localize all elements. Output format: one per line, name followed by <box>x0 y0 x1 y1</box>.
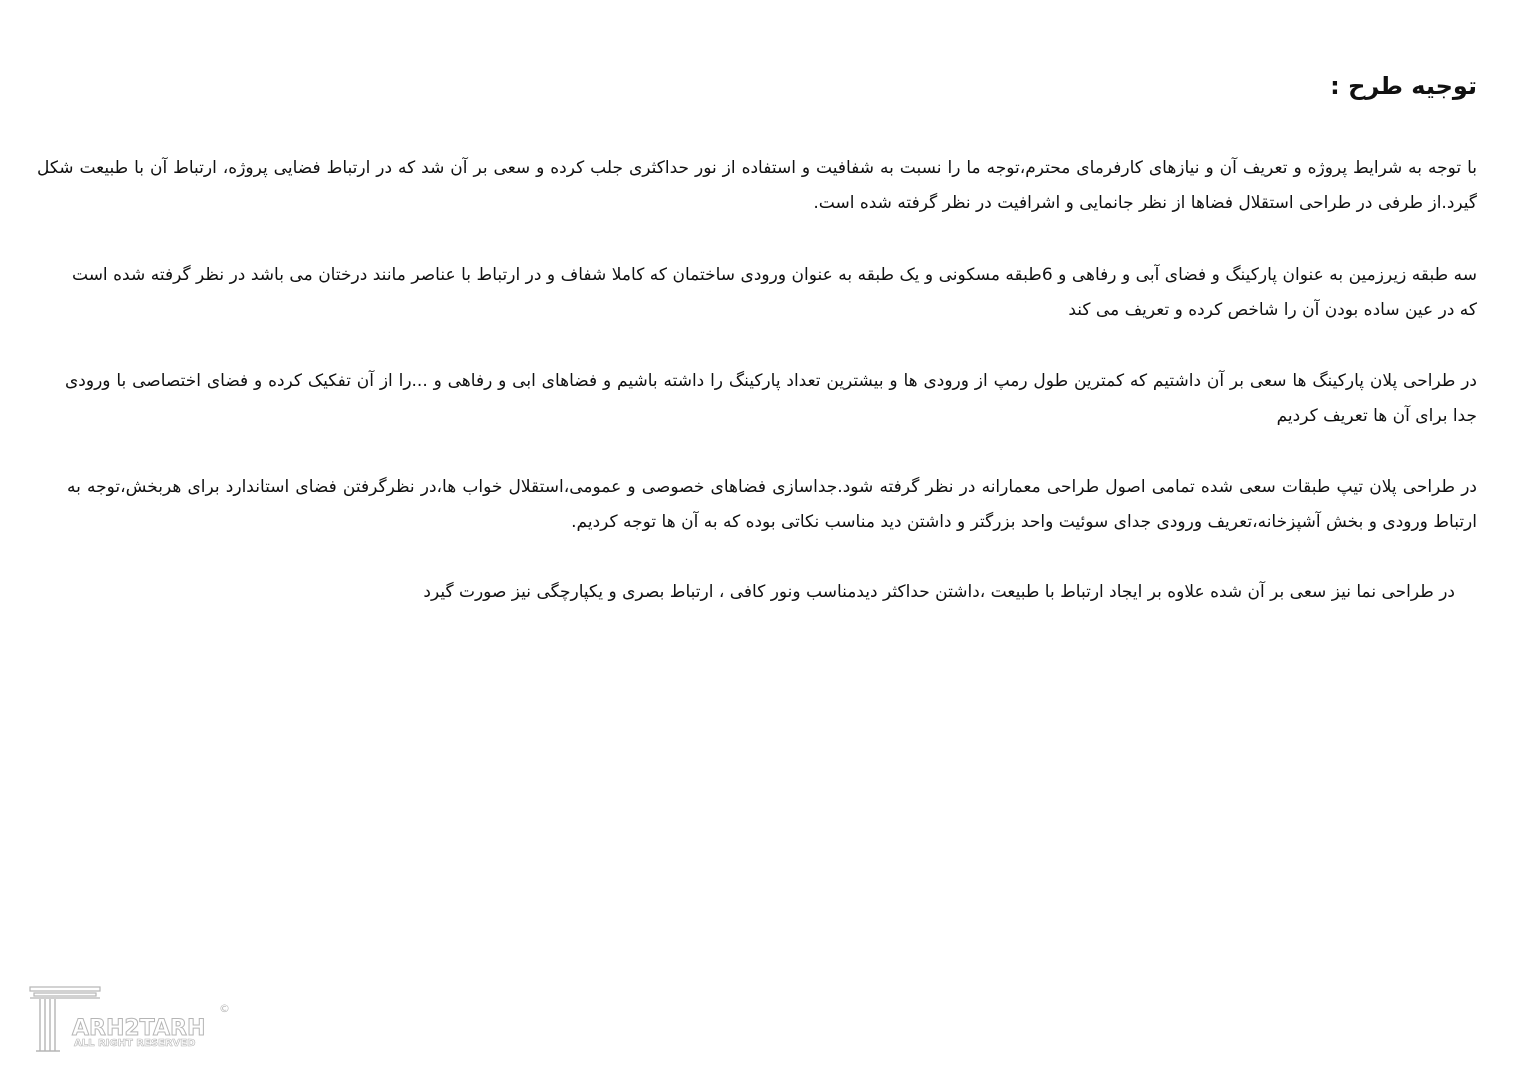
paragraph-1: با توجه به شرایط پروژه و تعریف آن و نیازهای کارفرمای محترم،توجه ما را نسبت به شفافیت و استفاده از نور حداکثری جلب کرده و سعی بر آن شد که در ارتباط فضایی پروژه، ارتباط آن با طبیعت شکل گیرد.از طرفی در طراحی استقلال فضاها از نظر جانمایی و اشرافیت در نظر گرفته شده است. <box>37 158 1477 213</box>
paragraph-5: در طراحی نما نیز سعی بر آن شده علاوه بر ایجاد ارتباط با طبیعت ،داشتن حداکثر دیدمناسب ونور کافی ، ارتباط بصری و یکپارچگی نیز صورت گیرد <box>423 582 1455 602</box>
paragraph-4: در طراحی پلان تیپ طبقات سعی شده تمامی اصول طراحی معمارانه در نظر گرفته شود.جداسازی فضاهای خصوصی و عمومی،استقلال خواب ها،در نظرگرفتن فضای استاندارد برای هربخش،توجه به ارتباط ورودی و بخش آشپزخانه،تعریف ورودی جدای سوئیت واحد بزرگتر و داشتن دید مناسب نکاتی بوده که به آن ها توجه کردیم. <box>67 477 1477 532</box>
document-title: توجیه طرح : <box>1330 72 1477 100</box>
watermark-tagline: ALL RIGHT RESERVED <box>74 1038 196 1049</box>
paragraph-2: سه طبقه زیرزمین به عنوان پارکینگ و فضای آبی و رفاهی و 6طبقه مسکونی و یک طبقه به عنوان ورودی ساختمان که کاملا شفاف و در ارتباط با عناصر مانند درختان می باشد در نظر گرفته شده است که در عین ساده بودن آن را شاخص کرده و تعریف می کند <box>72 265 1478 320</box>
paragraph-3: در طراحی پلان پارکینگ ها سعی بر آن داشتیم که کمترین طول رمپ از ورودی ها و بیشترین تعداد پارکینگ را داشته باشیم و فضاهای ابی و رفاهی و ...را از آن تفکیک کرده و فضای اختصاصی با ورودی جدا برای آن ها تعریف کردیم <box>65 371 1477 426</box>
watermark-logo <box>28 985 238 1055</box>
copyright-icon: © <box>219 1002 230 1015</box>
watermark-brand: ARH2TARH <box>72 1016 206 1041</box>
